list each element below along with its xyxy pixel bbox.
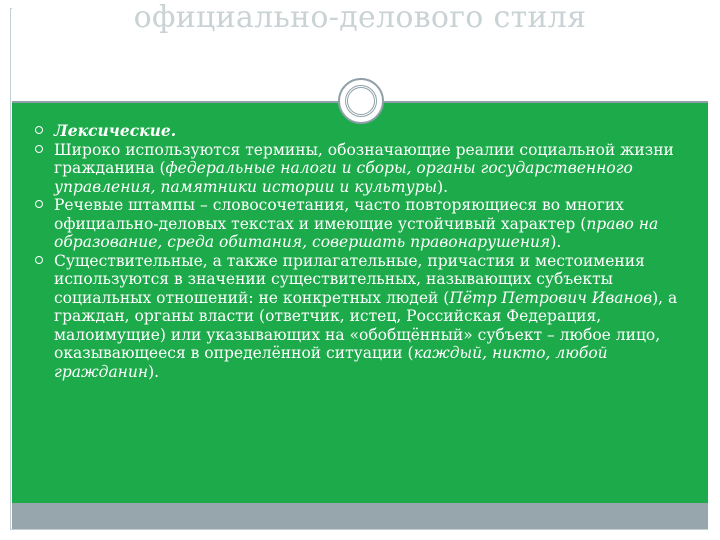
bullet-item xyxy=(34,196,700,252)
bullet-italic: федеральные налоги и сборы, органы государственного управления, памятники истории и культуры xyxy=(54,159,633,196)
bullet-text: ). xyxy=(550,233,562,251)
bullet-lead: Лексические. xyxy=(54,121,177,140)
bullet-italic: Пётр Петрович Иванов xyxy=(449,288,653,307)
circle-ornament-icon xyxy=(338,78,384,124)
bullet-italic: право на образование, среда обитания, совершать правонарушения xyxy=(54,214,659,251)
bullet-text: Существительные, а также прилагательные, причастия и местоимения используются в значении существительных, называющих субъекты социальных отношений: не конкретных людей ( xyxy=(54,251,645,307)
bullet-item xyxy=(34,252,700,382)
bullet-text: Широко используются термины, обозначающие реалии социальной жизни гражданина ( xyxy=(54,140,674,177)
bullet-text: ). xyxy=(148,362,160,381)
content-panel xyxy=(12,103,708,503)
bullet-text: Речевые штампы – словосочетания, часто повторяющиеся во многих официально-деловых текстах и имеющие устойчивый характер ( xyxy=(54,196,624,233)
bullet-circle-icon xyxy=(35,126,43,134)
bullet-italic: каждый, никто, любой гражданин xyxy=(54,344,608,381)
bullet-circle-icon xyxy=(35,200,43,208)
bullet-text: ). xyxy=(437,177,449,196)
footer-bar xyxy=(12,503,708,529)
bullet-circle-icon xyxy=(35,256,43,264)
bullet-item xyxy=(34,141,700,197)
ornament-ring xyxy=(345,85,377,117)
bullet-item xyxy=(34,122,700,141)
bullet-list xyxy=(34,122,700,381)
bullet-text: ), а граждан, органы власти (ответчик, истец, Российская Федерация, малоимущие) или указывающих на «обобщённый» субъект – любое лицо, оказывающееся в определённой ситуации ( xyxy=(54,288,678,362)
slide-title: официально-делового стиля xyxy=(133,0,587,35)
bullet-circle-icon xyxy=(35,145,43,153)
